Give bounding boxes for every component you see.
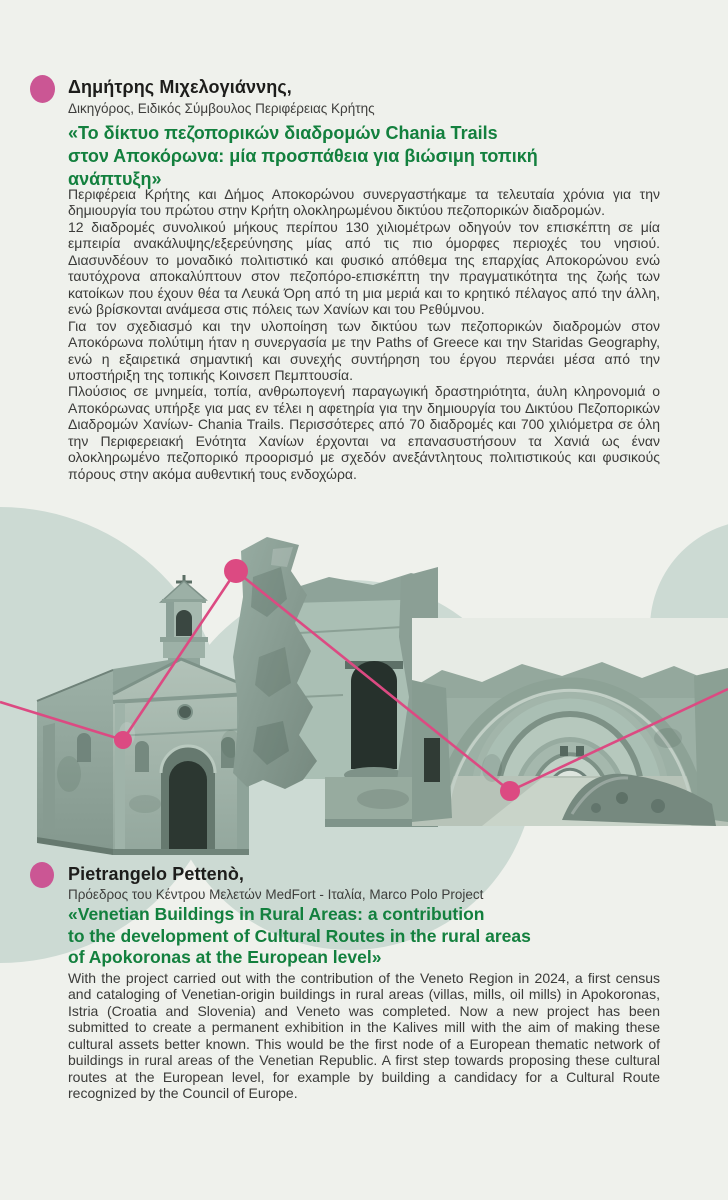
- abstract-paragraph: 12 διαδρομές συνολικού μήκους περίπου 130 χιλιομέτρων οδηγούν τον επισκέπτη σε μία εμπειρία ανακάλυψης/εξερεύνησης μίας από τις πιο όμορφες περιοχές του νησιού. Διασυνδέουν το μοναδικό πολιτιστικό και φυσικό απόθεμα της επαρχίας Αποκορώνου ενώ ταυτόχρονα αποκαλύπτουν στον πεζοπόρο-επισκέπτη την πραγματικότητα της ζωής των κατοίκων που έχουν θέα τα Λευκά Όρη από τη μια μεριά και το κρητικό πέλαγος από την άλλη, ενώ βρίσκονται ανάμεσα στις πόλεις των Χανίων και του Ρεθύμνου.: [68, 218, 660, 318]
- talk-abstract: [68, 186, 660, 482]
- stone-wall-photo: [233, 537, 438, 830]
- speaker-name: Pietrangelo Pettenò,: [68, 864, 245, 884]
- talk-title-line: ανάπτυξη»: [68, 169, 162, 189]
- talk-title-line: to the development of Cultural Routes in the rural areas: [68, 925, 531, 946]
- talk-title: [68, 904, 531, 969]
- speaker-role: Δικηγόρος, Ειδικός Σύμβουλος Περιφέρειας Κρήτης: [68, 101, 375, 116]
- talk-abstract: [68, 970, 660, 1102]
- speaker-bullet-icon: [30, 862, 54, 888]
- talk-title-line: «Το δίκτυο πεζοπορικών διαδρομών Chania Trails: [68, 123, 498, 143]
- speaker-role: Πρόεδρος του Κέντρου Μελετών MedFort - Ιταλία, Marco Polo Project: [68, 887, 484, 902]
- church-photo: [35, 574, 253, 857]
- talk-title-line: στον Αποκόρωνα: μία προσπάθεια για βιώσιμη τοπική: [68, 146, 538, 166]
- speaker-bullet-icon: [30, 75, 55, 103]
- arches-photo: [412, 618, 728, 826]
- talk-title: [68, 122, 538, 191]
- abstract-paragraph: Για τον σχεδιασμό και την υλοποίηση των δικτύου των πεζοπορικών διαδρομών στον Αποκόρωνα πολύτιμη ήταν η συνεργασία με την Paths of Greece και την Staridas Geography, ενώ η εξαιρετικά σημαντική και συνεχής συντήρηση του έργου περνάει μέσα από την υποστήριξη της τοπικής Κοινσεπ Πεμπτουσία.: [68, 317, 660, 383]
- abstract-paragraph: Πλούσιος σε μνημεία, τοπία, ανθρωπογενή παραγωγική δραστηριότητα, άυλη κληρονομιά ο Αποκόρωνας υπήρξε για μας εν τέλει η αφετηρία για την δημιουργία του Δικτύου Πεζοπορικών Διαδρομών Χανίων- Chania Trails. Περισσότερες από 70 διαδρομές και 700 χιλιόμετρα σε όλη την Περιφερειακή Ενότητα Χανίων έρχονται να επανασυστήσουν τα Χανιά ως έναν ολοκληρωμένο πεζοπορικό προορισμό με σχεδόν ανεξάντλητους πολιτιστικούς και φυσικούς πόρους στην ακόμα αυθεντική τους ενδοχώρα.: [68, 383, 660, 482]
- talk-title-line: of Apokoronas at the European level»: [68, 947, 382, 967]
- talk-title-line: «Venetian Buildings in Rural Areas: a contribution: [68, 904, 485, 924]
- abstract-paragraph: With the project carried out with the contribution of the Veneto Region in 2024, a first census and cataloging of Venetian-origin buildings in rural areas (villas, mills, oil mills) in Apokoronas, Istria (Croatia and Slovenia) and Veneto was completed. Now a new project has been submitted to create a permanent exhibition in the Kalives mill with the aim of making these cultural assets better known. This would be the first node of a European thematic network of buildings in rural areas of the Venetian Republic. A first step towards proposing these cultural routes at the European level, for example by building a candidacy for a Cultural Route recognized by the Council of Europe.: [68, 970, 660, 1102]
- abstract-paragraph: Περιφέρεια Κρήτης και Δήμος Αποκορώνου συνεργαστήκαμε τα τελευταία χρόνια για την δημιουργία του πρώτου στην Κρήτη ολοκληρωμένου δικτύου πεζοπορικών διαδρομών.: [68, 186, 660, 219]
- speaker-name: Δημήτρης Μιχελογιάννης,: [68, 77, 292, 97]
